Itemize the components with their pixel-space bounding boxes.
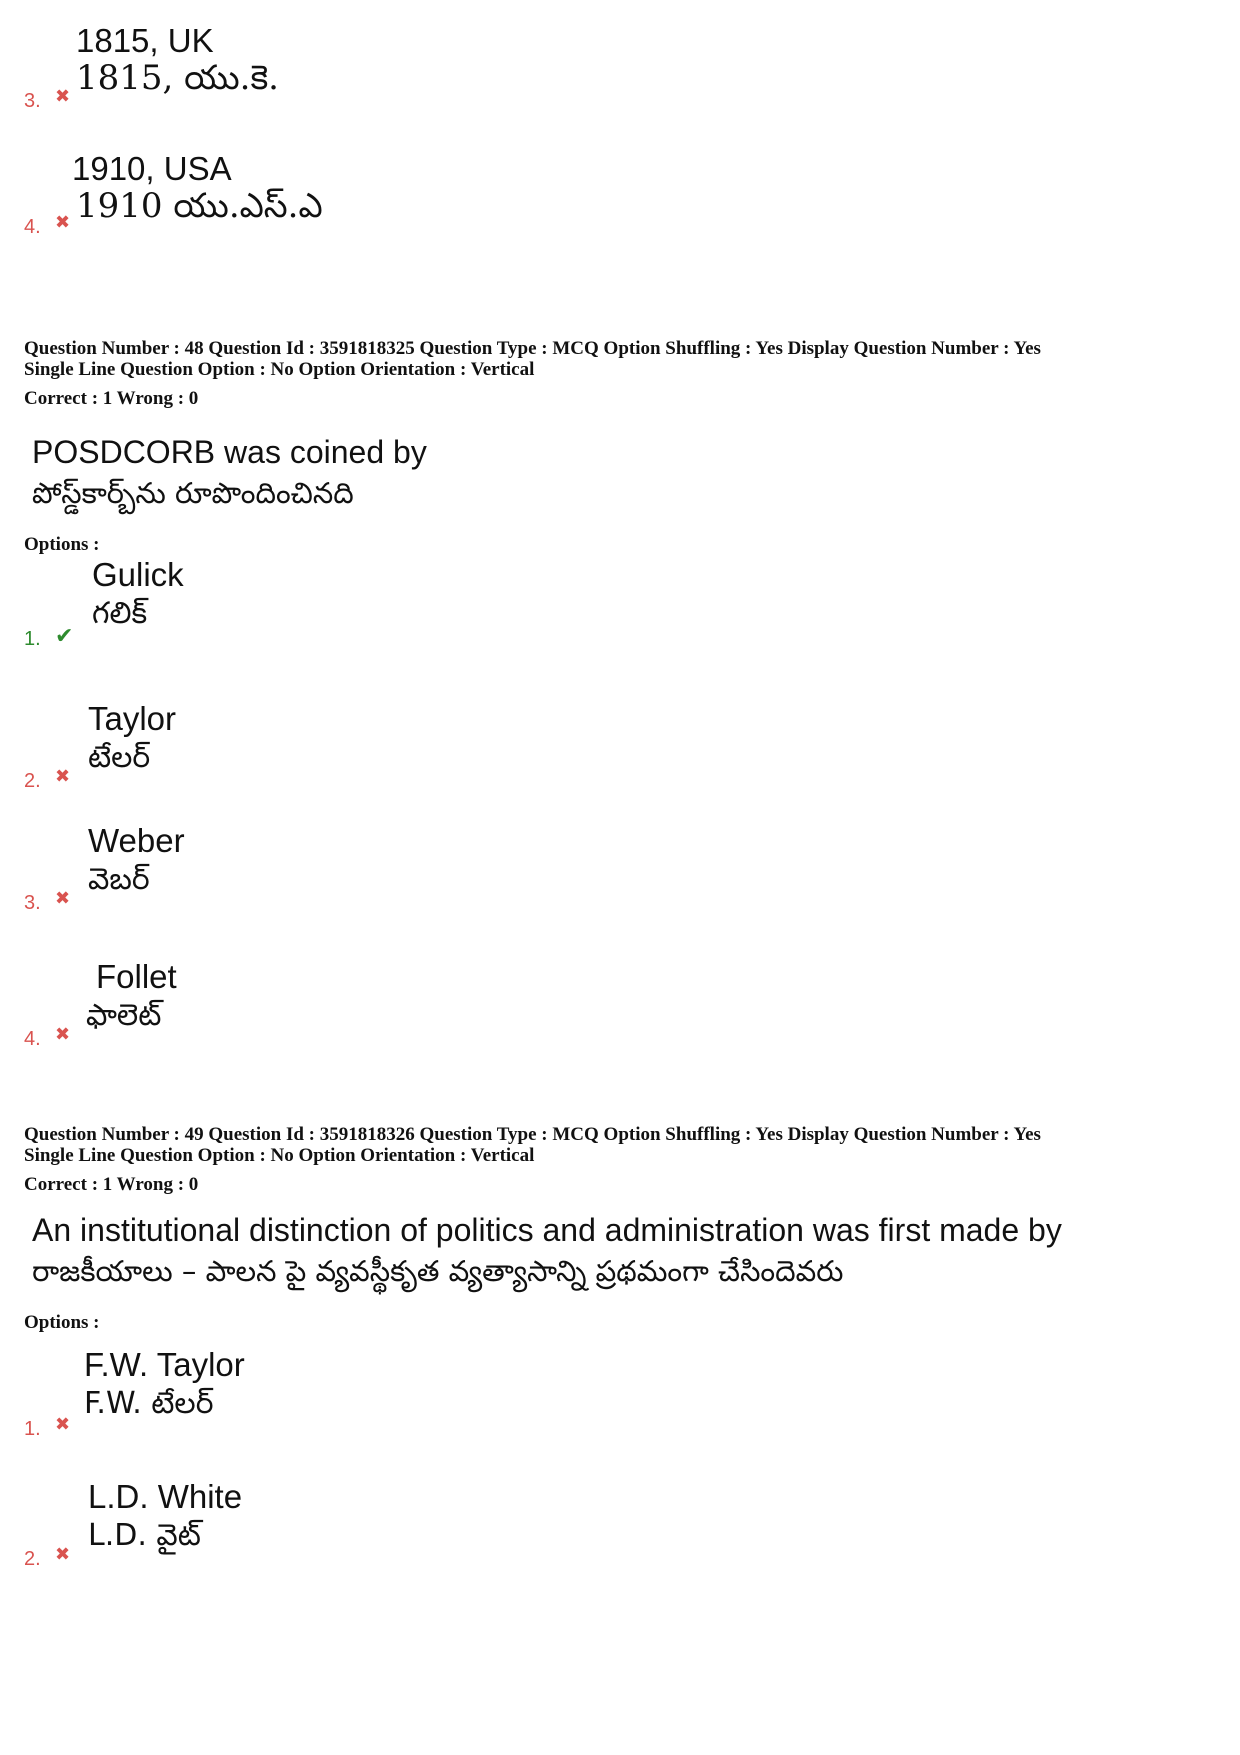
question-telugu-text: రాజకీయాలు – పాలన పై వ్యవస్థీకృత వ్యత్యాసాన్ని ప్రథమంగా చేసిందెవరు — [32, 1254, 844, 1288]
prev-option-3 — [0, 18, 1240, 128]
wrong-mark-icon: ✖ — [55, 86, 71, 107]
option-number: 1. — [24, 628, 41, 650]
option-english-text: Weber — [88, 822, 185, 859]
correct-check-icon: ✔ — [55, 624, 74, 649]
option-number: 2. — [24, 770, 41, 792]
wrong-mark-icon: ✖ — [55, 766, 71, 787]
option-english-text: Gulick — [92, 556, 184, 593]
question-english-text: An institutional distinction of politics and administration was first made by — [32, 1212, 1062, 1248]
question-english-text: POSDCORB was coined by — [32, 434, 427, 470]
option-number: 1. — [24, 1418, 41, 1440]
q49-option-2 — [0, 1478, 1240, 1588]
question-score-line: Correct : 1 Wrong : 0 — [24, 1174, 199, 1195]
option-english-text: 1910, USA — [72, 150, 232, 187]
option-english-text: Taylor — [88, 700, 177, 737]
option-number: 4. — [24, 1028, 41, 1050]
q49-option-1 — [0, 1346, 1240, 1456]
q48-option-1 — [0, 556, 1240, 666]
option-telugu-text: టేలర్ — [88, 740, 151, 775]
question-49-text — [32, 1210, 1212, 1292]
option-telugu-text: L.D. వైట్ — [88, 1518, 201, 1553]
option-english-text: L.D. White — [88, 1478, 243, 1515]
option-number: 4. — [24, 216, 41, 238]
question-meta-line-2: Single Line Question Option : No Option Orientation : Vertical — [24, 359, 535, 380]
option-english-text: Follet — [96, 958, 177, 995]
wrong-mark-icon: ✖ — [55, 1024, 71, 1045]
option-telugu-text: 1910 యు.ఎస్.ఎ — [76, 186, 323, 226]
prev-option-4 — [0, 146, 1240, 256]
option-number: 3. — [24, 892, 41, 914]
question-meta-line-1: Question Number : 48 Question Id : 3591818325 Question Type : MCQ Option Shuffling : Yes Display Question Number : Yes — [24, 338, 1041, 359]
wrong-mark-icon: ✖ — [55, 212, 71, 233]
option-telugu-text: 1815, యు.కె. — [76, 58, 279, 98]
option-telugu-text: గలిక్ — [92, 596, 148, 631]
options-label: Options : — [24, 1312, 100, 1333]
option-english-text: 1815, UK — [76, 22, 214, 59]
wrong-mark-icon: ✖ — [55, 888, 71, 909]
wrong-mark-icon: ✖ — [55, 1544, 71, 1565]
question-meta-line-2: Single Line Question Option : No Option Orientation : Vertical — [24, 1145, 535, 1166]
q48-option-2 — [0, 700, 1240, 810]
question-49-meta — [24, 1124, 1224, 1195]
question-score-line: Correct : 1 Wrong : 0 — [24, 388, 199, 409]
option-english-text: F.W. Taylor — [84, 1346, 245, 1383]
question-48-text — [32, 432, 1212, 514]
q48-option-3 — [0, 822, 1240, 932]
question-meta-line-1: Question Number : 49 Question Id : 3591818326 Question Type : MCQ Option Shuffling : Yes Display Question Number : Yes — [24, 1124, 1041, 1145]
option-number: 2. — [24, 1548, 41, 1570]
option-telugu-text: వెబర్ — [88, 862, 150, 897]
options-label: Options : — [24, 534, 100, 555]
option-number: 3. — [24, 90, 41, 112]
option-telugu-text: F.W. టేలర్ — [84, 1386, 214, 1421]
option-telugu-text: ఫాలెట్ — [86, 998, 162, 1033]
q48-option-4 — [0, 958, 1240, 1068]
question-telugu-text: పోస్డ్‌కార్బ్‌ను రూపొందించినది — [32, 476, 354, 510]
wrong-mark-icon: ✖ — [55, 1414, 71, 1435]
question-48-meta — [24, 338, 1224, 409]
